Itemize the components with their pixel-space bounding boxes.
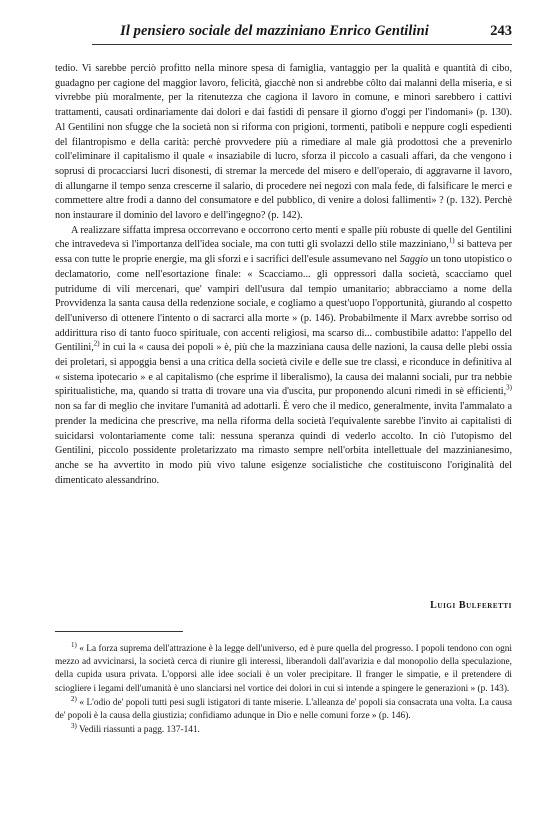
footnote-3 [55,724,512,737]
running-title: Il pensiero sociale del mazziniano Enrico Gentilini [120,23,429,39]
author-signature: Luigi Bulferetti [430,600,512,611]
paragraph-2-part-a: A realizzare siffatta impresa occorrevano e occorrono certo menti e spalle più robuste di quelle del Gentilini che intravedeva sì l'importanza dell'idea sociale, ma con tutti gli svolazzi dello stile mazziniano, [55,224,512,251]
paragraph-1: tedio. Vi sarebbe perciò profitto nella minore spesa di famiglia, vantaggio per la qualità e quantità di cibo, guadagno per cagione del maggior lavoro, felicità, giacchè non si andrebbe côlto dai malanni della miseria, e si vivrebbe più moralmente, per la ritenutezza che cagiona il lavoro in comune, e minori sarebbero i cattivi trattamenti, causati ordinariamente dai dolori e dai fastidi di pensare il giorno d'oggi per l'indomani» (p. 130). Al Gentilini non sfugge che la società non si riforma con prigioni, tormenti, patiboli e neppure cogli espedienti del filantropismo e della carità: perchè provvedere più a rimediare al male già prodottosi che a prevenirlo coll'eliminare il capitalismo il quale « insaziabile di lucro, sforza il piccolo a casuali affari, da che vengono i soprusi di procacciarsi lucri disonesti, di stremar la mercede del misero e dell'operaio, di aggravarne il lavoro, di allungarne il tempo senza crescerne il salario, di procedere nei negozi con mala fede, di falsificare le merci e commettere altre frodi a danno del consumatore e del pubblico, di venire a dolosi fallimenti» ? (p. 132). Perchè non instaurare il dominio del lavoro e dell'ingegno? (p. 142). [55,63,512,222]
footnote-divider [55,631,183,632]
footnote-1-text: « La forza suprema dell'attrazione è la legge dell'universo, ed è pure quella del progresso. I popoli tendono con ogni mezzo ad avvicinarsi, la società cerca di riunire gli interessi, liberandoli dall'avarizia e dal monopolio della speculazione, della cupida usura privata. L'opporsi alle idee sociali è un voler precipitare. Il franger le simpatie, e il pretendere di sciogliere i legami dell'umanità è uno slanciarsi nel vortice dei dolori in cui si intende a spingere le generazioni » (p. 143). [55,644,512,694]
paragraph-2-part-d: in cui la « causa dei popoli » è, più che la mazziniana causa delle nazioni, la causa delle plebi ossia dei proletari, si appoggia bensì a una critica della società civile e delle sue tre classi, e riconduce in definitiva al « sistema ipotecario » e al capitalismo (che esprime il liberalismo), la causa dei malanni sociali, pur tra nebbie spiritualistiche, ma, quando si tratta di trovare una via d'uscita, pur proponendo alcuni rimedi in sè efficienti, [55,342,512,398]
footnote-3-text: Vedili riassunti a pagg. 137-141. [76,725,200,736]
footnote-2-text: « L'odio de' popoli tutti pesi sugli istigatori di tante miserie. L'alleanza de' popoli sia consacrata una volta. La causa de' popoli è la causa della giustizia; confidiamo adunque in Dio e nelle comuni forze » (p. 146). [55,697,512,722]
footnote-ref-3: 3) [506,384,512,393]
page-number: 243 [490,23,512,39]
running-header [92,22,512,45]
paragraph-2-part-c: un tono utopistico o declamatorio, come nell'esortazione finale: « Scacciamo... gli oppressori dalla società, scacciamo quel putridume di vili mercenari, que' vampiri dell'usura dal tempio umanitario; abbracciamo a nome della Provvidenza la santa causa della redenzione sociale, e cogliamo a quest'uopo l'opportunità, giurando al cospetto dell'universo di ottenere l'intento o di sacrarci alla morte » (p. 146). Probabilmente il Marx avrebbe sorriso od addirittura riso di tanto fuoco spirituale, con accenti religiosi, ma scarso di... combustibile adatto: l'appello del Gentilini, [55,254,513,354]
footnote-1-mark: 1) [71,640,77,649]
footnote-3-mark: 3) [71,722,77,731]
footnote-2 [55,694,512,723]
paragraph-2-part-e: non sa far di meglio che invitare l'umanità ad adottarli. È vero che il medico, generalmente, invita l'ammalato a prender la medicina che prescrive, ma nella riforma della società l'equivalente sarebbe l'invito ai capitalisti di suicidarsi volontariamente come tali: nessuna speranza quindi di vederlo accolto. In ciò l'utopismo del Gentilini, piccolo possidente proletarizzato ma rimasto sempre nell'orbita intellettuale del mazzinianesimo, anche se ha avvertito in modo più vivo talune esigenze socialistiche che costituiscono l'originalità del dimenticato alessandrino. [55,401,512,486]
paragraph-2-part-b: si batteva per essa con tutte le proprie energie, ma gli sforzi e i sacrifici dell'esule assumevano nel [55,239,513,266]
paragraph-2 [55,224,512,489]
footnote-ref-2: 2) [93,339,100,348]
footnote-2-mark: 2) [71,694,77,703]
footnotes [55,640,512,738]
footnote-1 [55,640,512,696]
footnote-ref-1: 1) [448,237,455,246]
saggio-italic: Saggio [399,254,429,266]
main-text [55,62,512,488]
